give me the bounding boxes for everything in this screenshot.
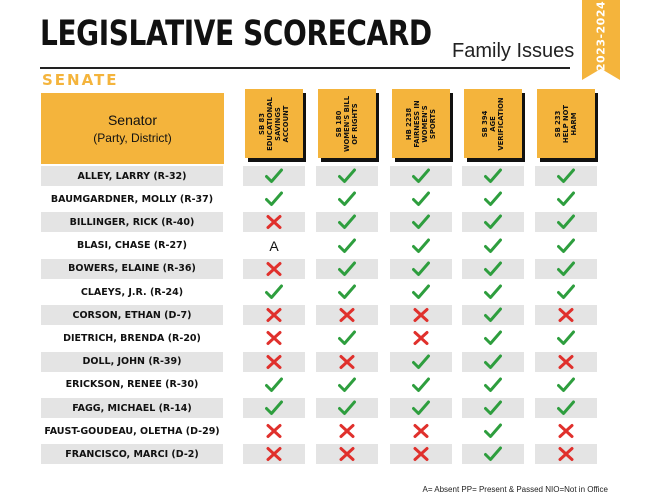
vote-cell (316, 328, 378, 348)
check-icon (557, 400, 575, 416)
senator-name: DOLL, JOHN (R-39) (41, 352, 223, 372)
vote-cell (243, 166, 305, 186)
x-icon (557, 354, 575, 370)
vote-cell (462, 375, 524, 395)
check-icon (557, 238, 575, 254)
vote-cell (316, 212, 378, 232)
vote-cell (535, 328, 597, 348)
bill-header-label: SB 83 EDUCATIONAL SAVINGS ACCOUNT (258, 96, 290, 151)
vote-cell (316, 375, 378, 395)
vote-cell (243, 189, 305, 209)
senator-name: ERICKSON, RENEE (R-30) (65, 379, 199, 391)
check-icon (412, 354, 430, 370)
check-icon (265, 377, 283, 393)
vote-cell (462, 305, 524, 325)
x-icon (265, 354, 283, 370)
vote-cell (462, 259, 524, 279)
check-icon (557, 330, 575, 346)
vote-cell (316, 398, 378, 418)
chamber-label: SENATE (42, 71, 119, 89)
year-label: 2023-2024 (594, 0, 608, 72)
check-icon (484, 191, 502, 207)
check-icon (557, 191, 575, 207)
check-icon (557, 377, 575, 393)
vote-cell (390, 444, 452, 464)
vote-cell (390, 189, 452, 209)
vote-cell (316, 305, 378, 325)
vote-cell (316, 282, 378, 302)
senator-name: BILLINGER, RICK (R-40) (41, 212, 223, 232)
check-icon (338, 400, 356, 416)
check-icon (484, 168, 502, 184)
senator-header-label: Senator (107, 112, 158, 128)
x-icon (338, 354, 356, 370)
check-icon (338, 261, 356, 277)
senator-name: BAUMGARDNER, MOLLY (R-37) (50, 193, 214, 205)
vote-cell (390, 398, 452, 418)
vote-cell (243, 375, 305, 395)
vote-cell (243, 444, 305, 464)
check-icon (412, 238, 430, 254)
vote-cell (535, 398, 597, 418)
vote-cell (462, 398, 524, 418)
senator-name: CLAEYS, J.R. (R-24) (80, 286, 184, 298)
vote-cell (243, 421, 305, 441)
bill-header-2 (318, 89, 376, 158)
vote-cell (462, 189, 524, 209)
vote-cell (316, 352, 378, 372)
check-icon (557, 284, 575, 300)
check-icon (265, 191, 283, 207)
check-icon (484, 377, 502, 393)
check-icon (412, 284, 430, 300)
senator-name: BLASI, CHASE (R-27) (76, 240, 187, 252)
vote-cell (535, 189, 597, 209)
vote-cell (462, 282, 524, 302)
vote-cell (535, 352, 597, 372)
x-icon (265, 330, 283, 346)
vote-cell (535, 421, 597, 441)
senator-name: CORSON, ETHAN (D-7) (41, 305, 223, 325)
senator-name: FRANCISCO, MARCI (D-2) (41, 444, 223, 464)
vote-cell (535, 375, 597, 395)
vote-cell (243, 398, 305, 418)
senator-column-header (41, 93, 224, 164)
vote-cell (316, 166, 378, 186)
x-icon (557, 446, 575, 462)
vote-cell (243, 305, 305, 325)
vote-cell (535, 212, 597, 232)
title-underline (40, 67, 570, 69)
check-icon (338, 330, 356, 346)
check-icon (338, 214, 356, 230)
x-icon (412, 330, 430, 346)
bill-header-label: SB 394 AGE VERIFICATION (481, 96, 505, 151)
vote-cell (316, 444, 378, 464)
check-icon (484, 307, 502, 323)
bill-header-4 (464, 89, 522, 158)
vote-cell (243, 236, 305, 256)
check-icon (484, 238, 502, 254)
x-icon (338, 423, 356, 439)
check-icon (338, 377, 356, 393)
check-icon (338, 238, 356, 254)
x-icon (265, 214, 283, 230)
bill-header-1 (245, 89, 303, 158)
check-icon (484, 214, 502, 230)
check-icon (484, 261, 502, 277)
check-icon (412, 168, 430, 184)
vote-cell (390, 421, 452, 441)
vote-cell (390, 212, 452, 232)
vote-cell (243, 212, 305, 232)
check-icon (484, 284, 502, 300)
vote-cell (316, 259, 378, 279)
page-subtitle: Family Issues (452, 40, 575, 62)
vote-cell (390, 328, 452, 348)
x-icon (412, 423, 430, 439)
check-icon (265, 400, 283, 416)
vote-cell (390, 352, 452, 372)
vote-cell (316, 421, 378, 441)
vote-cell (390, 375, 452, 395)
vote-cell (316, 189, 378, 209)
vote-cell (462, 444, 524, 464)
senator-name: BOWERS, ELAINE (R-36) (41, 259, 223, 279)
vote-cell (535, 282, 597, 302)
check-icon (484, 400, 502, 416)
check-icon (484, 423, 502, 439)
senator-name: FAUST-GOUDEAU, OLETHA (D-29) (44, 425, 220, 437)
x-icon (265, 261, 283, 277)
check-icon (412, 191, 430, 207)
vote-cell (462, 166, 524, 186)
x-icon (338, 446, 356, 462)
check-icon (338, 168, 356, 184)
vote-code: A (269, 237, 279, 254)
vote-cell (243, 328, 305, 348)
vote-cell (462, 236, 524, 256)
vote-cell (390, 236, 452, 256)
legend-note: A= Absent PP= Present & Passed NIO=Not in Office (422, 485, 608, 494)
vote-cell (390, 305, 452, 325)
vote-cell (316, 236, 378, 256)
senator-name: DIETRICH, BRENDA (R-20) (63, 332, 201, 344)
vote-cell (390, 166, 452, 186)
check-icon (557, 214, 575, 230)
check-icon (412, 400, 430, 416)
x-icon (338, 307, 356, 323)
bill-header-5 (537, 89, 595, 158)
x-icon (265, 307, 283, 323)
vote-cell (535, 444, 597, 464)
check-icon (412, 214, 430, 230)
x-icon (557, 307, 575, 323)
x-icon (412, 446, 430, 462)
vote-cell (535, 166, 597, 186)
bill-header-3 (392, 89, 450, 158)
vote-cell (462, 212, 524, 232)
vote-cell (243, 282, 305, 302)
check-icon (484, 330, 502, 346)
vote-cell (535, 259, 597, 279)
senator-name: FAGG, MICHAEL (R-14) (41, 398, 223, 418)
check-icon (338, 284, 356, 300)
bill-header-label: SB 233 HELP NOT HARM (554, 104, 578, 143)
check-icon (412, 377, 430, 393)
vote-cell (243, 259, 305, 279)
bill-header-label: HB 2238 FAIRNESS IN WOMEN'S SPORTS (405, 99, 437, 148)
vote-cell (462, 352, 524, 372)
vote-cell (462, 421, 524, 441)
check-icon (338, 191, 356, 207)
x-icon (265, 446, 283, 462)
vote-cell (535, 236, 597, 256)
x-icon (557, 423, 575, 439)
check-icon (412, 261, 430, 277)
bill-header-label: SB 180 WOMEN'S BILL OF RIGHTS (335, 95, 359, 152)
check-icon (557, 261, 575, 277)
vote-cell (243, 352, 305, 372)
party-district-label: (Party, District) (93, 131, 172, 145)
x-icon (412, 307, 430, 323)
vote-cell (390, 282, 452, 302)
check-icon (557, 168, 575, 184)
senator-name: ALLEY, LARRY (R-32) (41, 166, 223, 186)
check-icon (484, 446, 502, 462)
check-icon (265, 168, 283, 184)
page-title: LEGISLATIVE SCORECARD (40, 14, 432, 54)
check-icon (265, 284, 283, 300)
vote-cell (462, 328, 524, 348)
vote-cell (535, 305, 597, 325)
x-icon (265, 423, 283, 439)
vote-cell (390, 259, 452, 279)
check-icon (484, 354, 502, 370)
